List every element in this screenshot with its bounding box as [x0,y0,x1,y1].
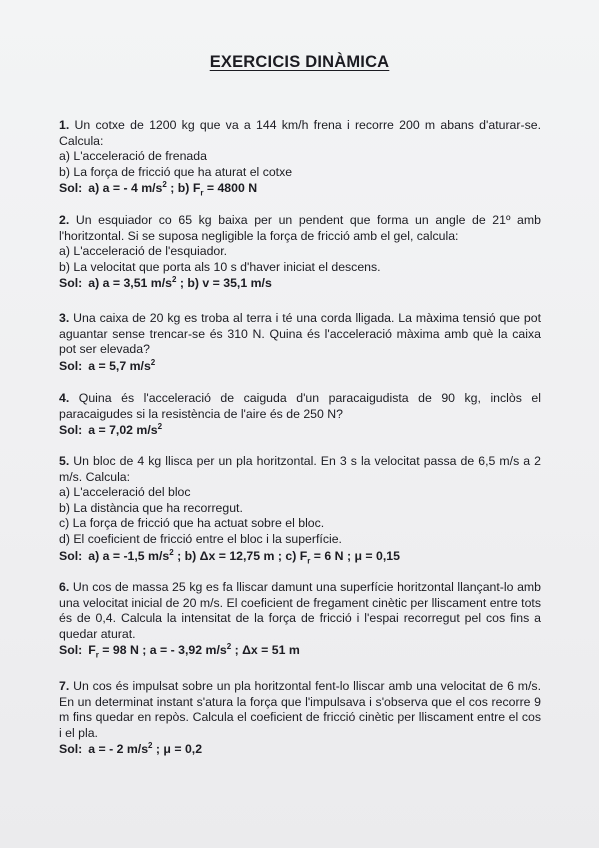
exercise-subquestions [59,244,541,275]
exercise-solution [59,276,541,292]
exercise-number: 5. [59,454,74,468]
exercise-number: 7. [59,679,74,693]
solution-value: a) a = -1,5 $m/s^2$ ; b) Δx = 12,75 m ; c) $F_r = 6$ N ; μ = 0,15 [88,547,400,566]
exercise-text: Un esquiador co 65 kg baixa per un pendent que forma un angle de 21º amb l'horitzontal. Si se suposa negligible la força de fricció amb el gel, calcula: [59,213,541,243]
exercise-statement [59,311,541,358]
exercise-solution [59,359,541,375]
exercise-4 [59,391,541,439]
exercise-subquestion: a) L'acceleració del bloc [59,485,191,500]
exercise-text: Un bloc de 4 kg llisca per un pla horitzontal. En 3 s la velocitat passa de 6,5 m/s a 2 m/s. Calcula: [59,454,541,484]
exercise-solution [59,423,541,439]
solution-value: $F_r = 98$ N ; a = - 3,92 $m/s^2$ ; Δx = 51 m [88,642,300,660]
solution-value: a = 5,7 $m/s^2$ [88,357,156,373]
exercise-subquestion: b) La velocitat que porta als 10 s d'haver iniciat el descens. [59,259,381,274]
solution-label: Sol: [59,358,83,373]
exercise-subquestion: b) La distància que ha recorregut. [59,500,243,515]
exercise-number: 3. [59,311,74,325]
exercise-statement [59,213,541,244]
exercise-5 [59,454,541,564]
exercise-solution [59,643,541,659]
solution-label: Sol: [59,742,83,757]
exercise-solution [59,181,541,197]
exercise-subquestion: a) L'acceleració de l'esquiador. [59,244,228,259]
exercise-solution [59,549,541,565]
exercise-text: Un cos és impulsat sobre un pla horitzontal fent-lo lliscar amb una velocitat de 6 m/s. En un determinat instant s'atura la força que l'impulsava i s'observa que el cos recorre 9 m fins quedar en repòs. Calcula el coeficient de fricció cinètic per lliscament entre el cos i el pla. [59,679,541,740]
exercise-subquestion: c) La força de fricció que ha actuat sobre el bloc. [59,516,325,531]
exercise-1 [59,118,541,197]
exercise-2 [59,213,541,292]
solution-value: a) a = 3,51 $m/s^2$ ; b) v = 35,1 m/s [88,275,272,291]
exercise-6 [59,580,541,659]
exercise-statement [59,679,541,741]
solution-label: Sol: [59,643,83,658]
exercise-statement [59,580,541,642]
solution-label: Sol: [59,276,83,291]
exercise-text: Un cos de massa 25 kg es fa lliscar damunt una superfície horitzontal llançant-lo amb una velocitat inicial de 20 m/s. El coeficient de fregament cinètic per lliscament entre tots és de 0,4. Calcula la intensitat de la força de fricció i l'espai recorregut pel cos fins a quedar aturat. [59,580,541,641]
exercise-number: 4. [59,391,79,405]
solution-label: Sol: [59,548,83,563]
exercise-statement [59,118,541,149]
exercise-number: 2. [59,213,76,227]
exercise-text: Un cotxe de 1200 kg que va a 144 km/h frena i recorre 200 m abans d'aturar-se. Calcula: [59,118,541,148]
exercise-subquestion: a) L'acceleració de frenada [59,149,207,164]
exercise-statement [59,391,541,422]
exercise-text: Quina és l'acceleració de caiguda d'un paracaigudista de 90 kg, inclòs el paracaigudes si la resistència de l'aire és de 250 N? [59,391,541,421]
solution-value: a) a = - 4 $m/s^2$ ; b) $F_r = 4800$ N [88,180,258,198]
exercise-3 [59,311,541,374]
exercise-subquestion: b) La força de fricció que ha aturat el cotxe [59,164,293,179]
exercise-text: Una caixa de 20 kg es troba al terra i té una corda lligada. La màxima tensió que pot aguantar sense trencar-se és 310 N. Quina és l'acceleració màxima amb què la caixa pot ser elevada? [59,311,541,357]
exercise-solution [59,742,541,758]
solution-value: a = - 2 $m/s^2$ ; μ = 0,2 [88,741,203,757]
solution-label: Sol: [59,181,83,196]
exercise-7 [59,679,541,758]
solution-label: Sol: [59,423,83,438]
exercise-subquestion: d) El coeficient de fricció entre el bloc i la superfície. [59,531,342,546]
document-title: EXERCICIS DINÀMICA [209,53,390,71]
exercise-subquestions [59,485,541,547]
exercise-number: 6. [59,580,73,594]
solution-value: a = 7,02 $m/s^2$ [88,422,163,438]
exercise-statement [59,454,541,485]
exercise-subquestions [59,149,541,180]
exercise-number: 1. [59,118,75,132]
